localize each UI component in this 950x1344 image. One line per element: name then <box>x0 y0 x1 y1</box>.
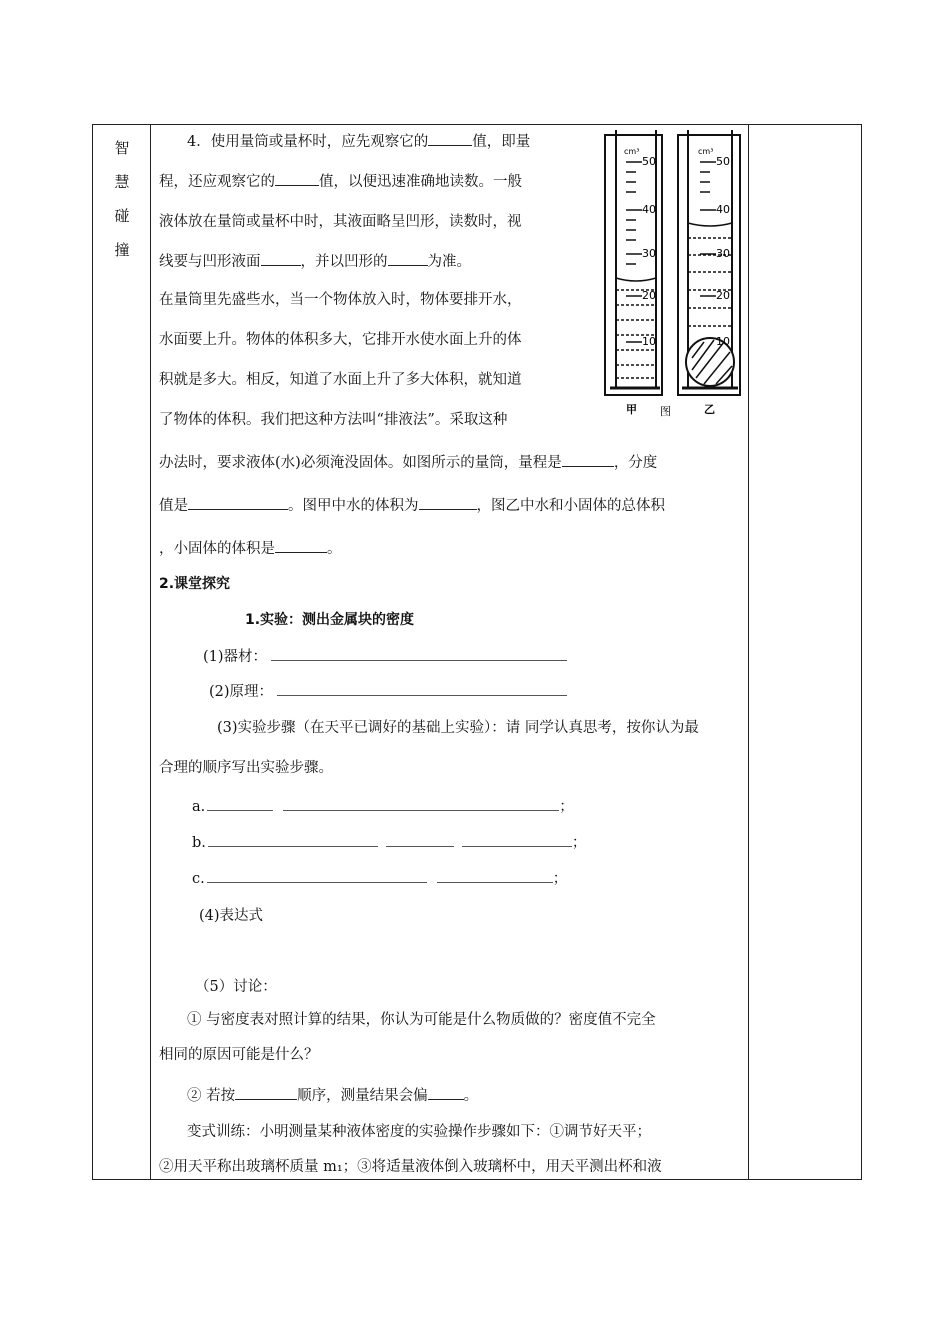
blank <box>437 870 553 883</box>
para4-line3: 液体放在量筒或量杯中时，其液面略呈凹形，读数时，视 <box>159 214 522 230</box>
column-divider-left <box>150 125 151 1179</box>
text: ，小固体的体积是 <box>159 541 275 557</box>
blank <box>235 1085 297 1100</box>
text: (2)原理： <box>209 684 274 700</box>
label-jia: 甲 <box>626 403 637 416</box>
item-steps-line1: (3)实验步骤（在天平已调好的基础上实验）：请 同学认真思考，按你认为最 <box>217 720 699 736</box>
item-discussion: （5）讨论： <box>195 979 277 995</box>
experiment-title: 1.实验：测出金属块的密度 <box>245 612 415 628</box>
blank <box>188 495 288 510</box>
item-expression: (4)表达式 <box>199 908 264 924</box>
tick-label: 20 <box>642 289 656 302</box>
text: 值，以便迅速准确地读数。一般 <box>319 174 522 190</box>
blank <box>208 834 378 847</box>
side-label <box>93 125 151 267</box>
tick-label: 40 <box>716 203 730 216</box>
item-principle <box>209 680 567 701</box>
blank <box>462 834 572 847</box>
blank <box>428 131 472 146</box>
item-materials <box>203 645 567 666</box>
tick-label: 20 <box>716 289 730 302</box>
text: ② 若按 <box>187 1088 236 1104</box>
text: 为准。 <box>427 254 471 270</box>
text: 程，还应观察它的 <box>159 174 275 190</box>
blank <box>277 683 567 696</box>
cylinder-figure <box>602 130 752 420</box>
step-a <box>192 795 574 816</box>
section-heading: 2.课堂探究 <box>159 576 231 592</box>
text: ； <box>559 799 574 815</box>
blank <box>283 798 559 811</box>
cylinder-yi <box>678 130 740 395</box>
para5-line2: 水面要上升。物体的体积多大，它排开水使水面上升的体 <box>159 332 522 348</box>
tick-label: 50 <box>642 155 656 168</box>
text: 值，即量 <box>472 134 531 150</box>
para4-line1 <box>187 130 530 151</box>
blank <box>261 251 301 266</box>
unit-label: cm³ <box>624 147 640 156</box>
step-c <box>192 867 567 888</box>
tick-label: 30 <box>642 247 656 260</box>
text: 线要与凹形液面 <box>159 254 261 270</box>
para4-line4 <box>159 250 471 271</box>
para5-line1: 在量筒里先盛些水，当一个物体放入时，物体要排开水， <box>159 292 522 308</box>
side-char: 碰 <box>114 207 130 225</box>
text: 。 <box>463 1088 479 1104</box>
text: 。 <box>327 541 342 557</box>
cylinder-jia <box>605 130 662 395</box>
text: 。图甲中水的体积为 <box>288 498 419 514</box>
text: ，分度 <box>613 455 658 471</box>
blank <box>386 834 454 847</box>
blank <box>207 870 427 883</box>
para5-line7 <box>159 537 342 558</box>
blank <box>271 648 567 661</box>
text: ； <box>552 871 568 887</box>
text: 值是 <box>159 498 188 514</box>
text: c. <box>192 871 205 887</box>
blank <box>428 1085 464 1100</box>
cylinders-svg <box>602 130 752 420</box>
blank <box>275 538 327 553</box>
blank <box>562 452 614 467</box>
side-char: 撞 <box>114 241 130 259</box>
item-steps-line2: 合理的顺序写出实验步骤。 <box>159 760 333 776</box>
figure-caption: 图 <box>660 405 671 418</box>
text: 顺序，测量结果会偏 <box>297 1088 428 1104</box>
para5-line3: 积就是多大。相反，知道了水面上升了多大体积，就知道 <box>159 372 522 388</box>
text: 办法时，要求液体(水)必须淹没固体。如图所示的量筒，量程是 <box>159 455 562 471</box>
label-yi: 乙 <box>704 403 715 416</box>
discussion-2 <box>187 1084 478 1105</box>
tick-label: 10 <box>716 335 730 348</box>
side-char: 慧 <box>114 173 130 191</box>
para4-line2 <box>159 170 522 191</box>
para5-line5 <box>159 451 657 472</box>
text: a. <box>192 799 206 815</box>
blank <box>275 171 319 186</box>
para5-line4: 了物体的体积。我们把这种方法叫“排液法”。采取这种 <box>159 412 508 428</box>
tick-label: 30 <box>716 247 730 260</box>
tick-label: 40 <box>642 203 656 216</box>
para5-line6 <box>159 494 665 515</box>
discussion-1-line1: ① 与密度表对照计算的结果，你认为可能是什么物质做的？密度值不完全 <box>187 1012 656 1028</box>
unit-label: cm³ <box>698 147 714 156</box>
tick-label: 10 <box>642 335 656 348</box>
blank <box>419 495 477 510</box>
text: ，并以凹形的 <box>300 254 388 270</box>
variant-line2: ②用天平称出玻璃杯质量 m₁；③将适量液体倒入玻璃杯中，用天平测出杯和液 <box>159 1159 662 1175</box>
text: ，图乙中水和小固体的总体积 <box>476 498 665 514</box>
text: ； <box>571 835 587 851</box>
text: 4．使用量筒或量杯时，应先观察它的 <box>187 134 429 150</box>
side-char: 智 <box>114 139 130 157</box>
tick-label: 50 <box>716 155 730 168</box>
discussion-1-line2: 相同的原因可能是什么？ <box>159 1047 319 1063</box>
blank <box>388 251 428 266</box>
text: (1)器材： <box>203 649 268 665</box>
step-b <box>192 831 586 852</box>
variant-line1: 变式训练：小明测量某种液体密度的实验操作步骤如下：①调节好天平； <box>187 1124 651 1140</box>
text: b. <box>192 835 206 851</box>
blank <box>207 798 273 811</box>
